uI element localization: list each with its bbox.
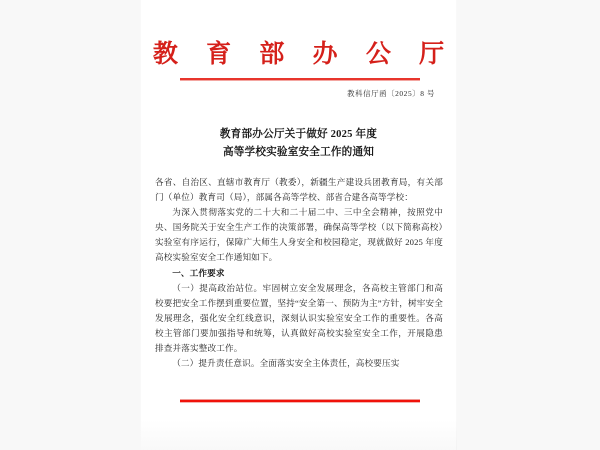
- document-title: [154, 126, 443, 162]
- document-number: 教科信厅函〔2025〕8 号: [347, 89, 435, 98]
- issuing-agency-title: 教 育 部 办 公 厅: [152, 41, 456, 68]
- masthead-rule-thin: [180, 80, 420, 81]
- preamble-paragraph: 为深入贯彻落实党的二十大和二十届二中、三中全会精神，按照党中央、国务院关于安全生产工作的决策部署，确保高等学校（以下简称高校）实验室有序运行，保障广大师生人身安全和校园稳定，现就做好 2025 年度高校实验室安全工作通知如下。: [155, 207, 443, 263]
- footer-red-rule: [180, 399, 420, 403]
- document-title-line-2: 高等学校实验室安全工作的通知: [222, 147, 375, 158]
- section-heading-work-requirements: 一、工作要求: [172, 267, 225, 278]
- document-title-line-1: 教育部办公厅关于做好 2025 年度: [219, 129, 378, 140]
- item-paragraph-1: （一）提高政治站位。牢固树立安全发展理念，各高校主管部门和高校要把安全工作摆到重要位置，坚持“安全第一、预防为主”方针，树牢安全发展理念，强化安全红线意识，深刻认识实验室安全工作的重要性。各高校主管部门要加强指导和统筹，认真做好高校实验室安全工作，开展隐患排查并落实整改工作。: [155, 282, 443, 354]
- document-body: [155, 175, 443, 371]
- masthead-red-rule: [180, 78, 420, 81]
- masthead: [140, 40, 457, 70]
- page-bottom-fade: [140, 420, 457, 450]
- addressee-paragraph: 各省、自治区、直辖市教育厅（教委），新疆生产建设兵团教育局，有关部门（单位）教育司（局），部属各高等学校、部省合建各高等学校：: [155, 177, 443, 203]
- document-page: [140, 0, 457, 450]
- item-paragraph-2: （二）提升责任意识。全面落实安全主体责任，高校要压实: [172, 358, 400, 369]
- footer-rule-thin-bottom: [180, 402, 420, 403]
